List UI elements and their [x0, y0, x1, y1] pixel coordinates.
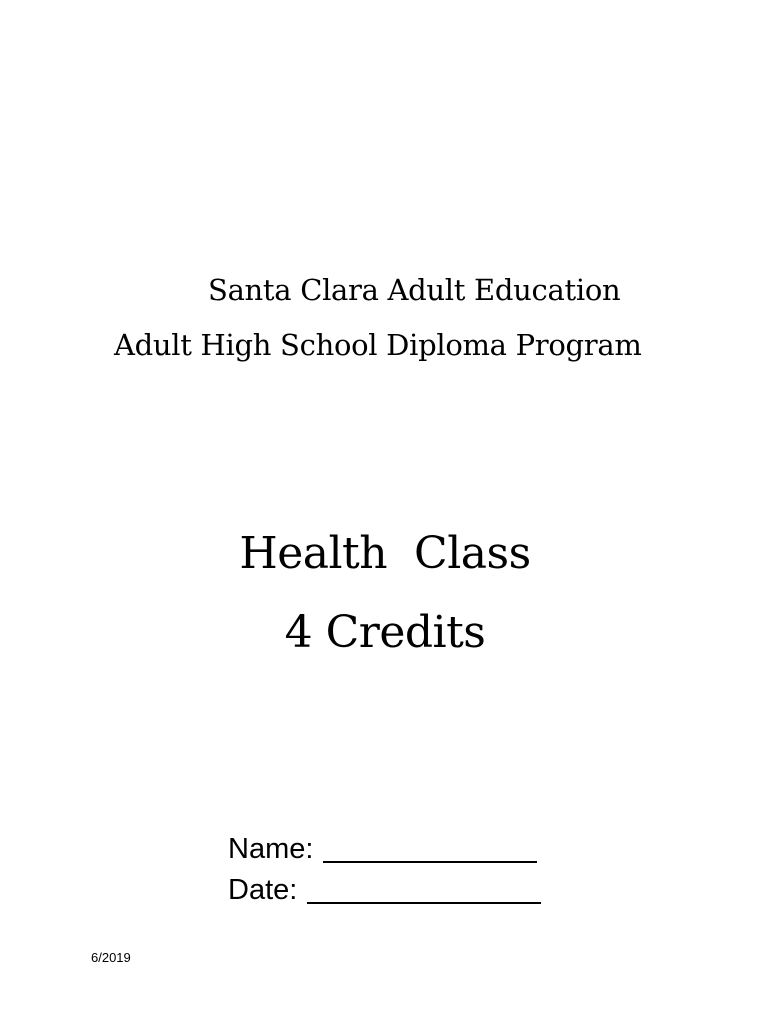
date-label: Date:: [228, 874, 298, 906]
course-credits: 4 Credits: [284, 607, 486, 658]
program-name: Adult High School Diploma Program: [114, 328, 642, 362]
organization-name: Santa Clara Adult Education: [208, 273, 621, 307]
date-field-row: [228, 873, 541, 907]
name-field-row: [228, 832, 537, 866]
name-label: Name:: [228, 833, 314, 865]
revision-date: 6/2019: [91, 950, 131, 965]
name-blank-line: [323, 835, 537, 863]
course-title: Health Class: [239, 528, 531, 579]
date-blank-line: [307, 876, 541, 904]
